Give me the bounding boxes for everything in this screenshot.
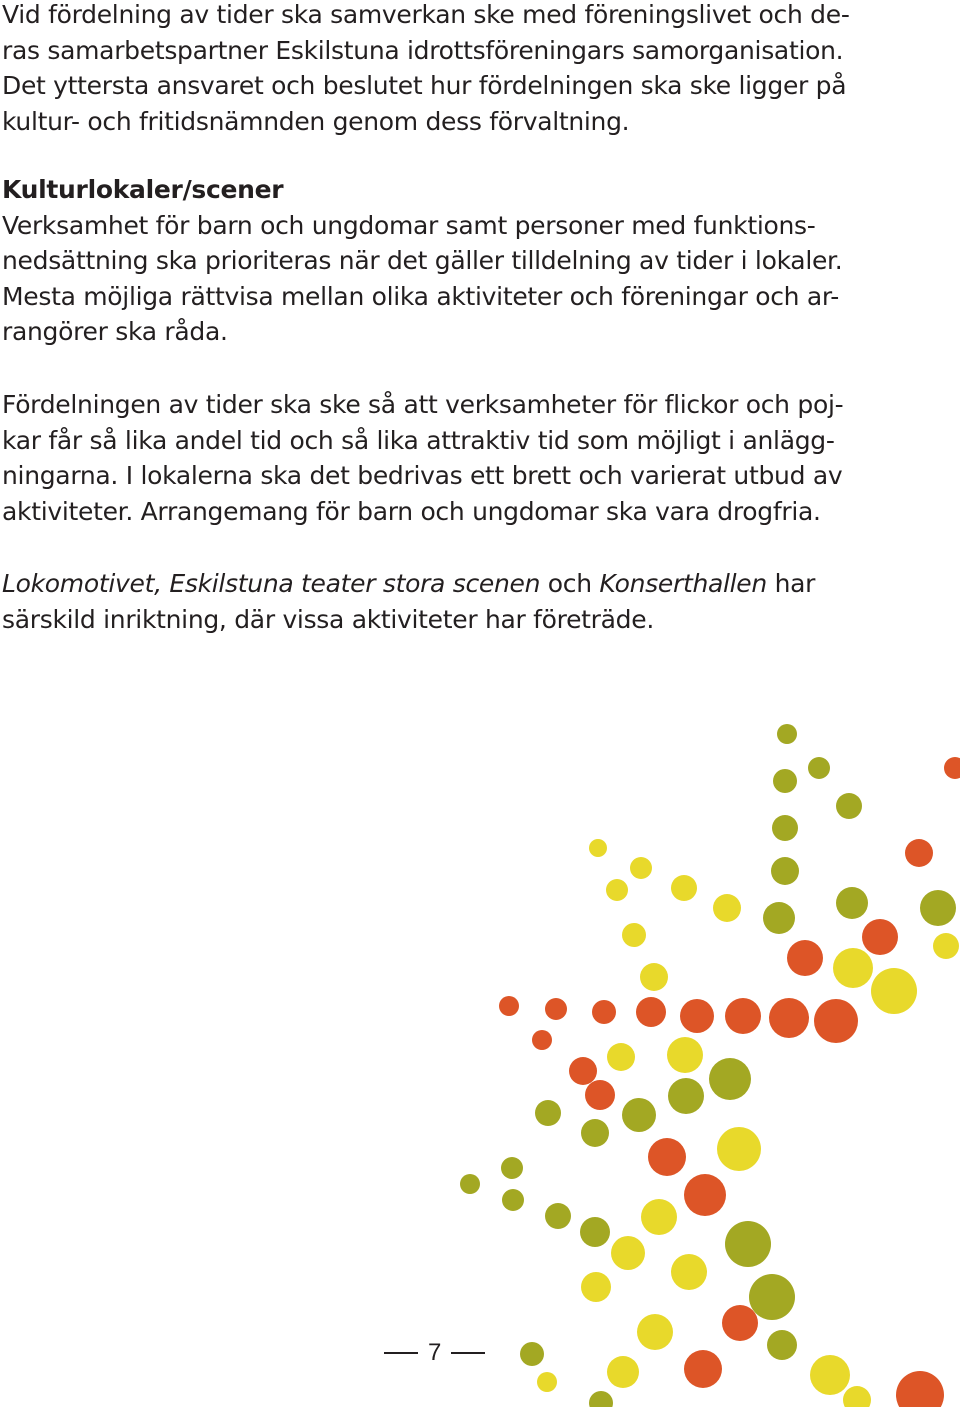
decorative-dot xyxy=(501,1157,523,1179)
decorative-dot xyxy=(725,1221,771,1267)
decorative-dot xyxy=(749,1274,795,1320)
decorative-dot xyxy=(833,948,873,988)
culture-venues-section xyxy=(2,172,942,350)
decorative-dot xyxy=(810,1355,850,1395)
decorative-dot xyxy=(580,1217,610,1247)
special-venues-paragraph xyxy=(2,566,942,637)
decorative-dot xyxy=(717,1127,761,1171)
decorative-dot xyxy=(569,1057,597,1085)
decorative-dot xyxy=(871,968,917,1014)
intro-line: ras samarbetspartner Eskilstuna idrottsföreningars samorganisation. xyxy=(2,35,844,65)
decorative-dot xyxy=(607,1043,635,1071)
decorative-dot xyxy=(648,1138,686,1176)
decorative-dot xyxy=(713,894,741,922)
decorative-dot xyxy=(581,1272,611,1302)
decorative-dot xyxy=(920,890,956,926)
decorative-dot xyxy=(637,1314,673,1350)
decorative-dot xyxy=(545,1203,571,1229)
decorative-dot xyxy=(581,1119,609,1147)
decorative-dot xyxy=(680,999,714,1033)
decorative-dot xyxy=(532,1030,552,1050)
footer-rule-right xyxy=(451,1352,485,1354)
decorative-dot xyxy=(722,1305,758,1341)
decorative-dot xyxy=(787,940,823,976)
decorative-dot xyxy=(630,857,652,879)
decorative-dot xyxy=(836,887,868,919)
distribution-line: Fördelningen av tider ska ske så att verksamheter för flickor och poj- xyxy=(2,390,844,419)
distribution-paragraph xyxy=(2,387,942,529)
decorative-dot xyxy=(684,1350,722,1388)
decorative-dot xyxy=(668,1078,704,1114)
decorative-dot xyxy=(777,724,797,744)
decorative-dot xyxy=(622,1098,656,1132)
decorative-dot xyxy=(611,1236,645,1270)
decorative-dot xyxy=(773,769,797,793)
decorative-dot xyxy=(589,839,607,857)
decorative-dot xyxy=(520,1342,544,1366)
decorative-dot xyxy=(771,857,799,885)
distribution-line: aktiviteter. Arrangemang för barn och ungdomar ska vara drogfria. xyxy=(2,496,821,526)
decorative-dot xyxy=(622,923,646,947)
line-tail: har xyxy=(766,569,816,598)
decorative-dot xyxy=(684,1174,726,1216)
decorative-dot xyxy=(589,1391,613,1407)
special-line xyxy=(2,566,942,602)
decorative-dot xyxy=(607,1356,639,1388)
decorative-dot xyxy=(671,1254,707,1290)
decorative-dot xyxy=(499,996,519,1016)
decorative-dot xyxy=(709,1058,751,1100)
section-line: Verksamhet för barn och ungdomar samt personer med funktions- xyxy=(2,210,816,240)
section-line: nedsättning ska prioriteras när det gäller tilldelning av tider i lokaler. xyxy=(2,246,843,275)
decorative-dot xyxy=(502,1189,524,1211)
distribution-line: ningarna. I lokalerna ska det bedrivas ett brett och varierat utbud av xyxy=(2,461,843,490)
decorative-dot xyxy=(671,875,697,901)
decorative-dot xyxy=(769,998,809,1038)
decorative-dot xyxy=(535,1100,561,1126)
decorative-dot xyxy=(641,1199,677,1235)
decorative-dot xyxy=(606,879,628,901)
decorative-dot xyxy=(808,757,830,779)
decorative-dot xyxy=(592,1000,616,1024)
decorative-dot xyxy=(537,1372,557,1392)
venue-name: Konserthallen xyxy=(599,569,767,598)
decorative-dot xyxy=(545,998,567,1020)
decorative-dot xyxy=(814,999,858,1043)
page-number: 7 xyxy=(428,1339,442,1366)
footer-rule-left xyxy=(384,1352,418,1354)
decorative-dot xyxy=(585,1080,615,1110)
decorative-dot xyxy=(772,815,798,841)
section-line: rangörer ska råda. xyxy=(2,317,228,346)
decorative-dot xyxy=(905,839,933,867)
decorative-dot xyxy=(725,998,761,1034)
decorative-dot xyxy=(843,1386,871,1407)
decorative-dot xyxy=(667,1037,703,1073)
venue-names: Lokomotivet, Eskilstuna teater stora scenen xyxy=(2,569,541,598)
decorative-dot xyxy=(862,919,898,955)
decorative-dot xyxy=(640,963,668,991)
decorative-dot xyxy=(763,902,795,934)
intro-paragraph xyxy=(2,0,942,139)
distribution-line: kar får så lika andel tid och så lika attraktiv tid som möjligt i anlägg- xyxy=(2,425,835,455)
intro-line: Det yttersta ansvaret och beslutet hur fördelningen ska ske ligger på xyxy=(2,71,847,100)
decorative-dot xyxy=(460,1174,480,1194)
decorative-dot xyxy=(933,933,959,959)
special-line: särskild inriktning, där vissa aktiviteter har företräde. xyxy=(2,604,654,634)
decorative-dot xyxy=(896,1371,944,1407)
page-footer xyxy=(384,1338,485,1368)
intro-line: kultur- och fritidsnämnden genom dess förvaltning. xyxy=(2,106,630,136)
decorative-dot xyxy=(944,757,960,779)
intro-line: Vid fördelning av tider ska samverkan ske med föreningslivet och de- xyxy=(2,0,850,29)
section-line: Mesta möjliga rättvisa mellan olika aktiviteter och föreningar och ar- xyxy=(2,281,839,311)
connector-text: och xyxy=(540,569,600,598)
decorative-dot xyxy=(767,1330,797,1360)
section-heading: Kulturlokaler/scener xyxy=(2,175,284,204)
decorative-dot xyxy=(836,793,862,819)
decorative-dot xyxy=(636,997,666,1027)
